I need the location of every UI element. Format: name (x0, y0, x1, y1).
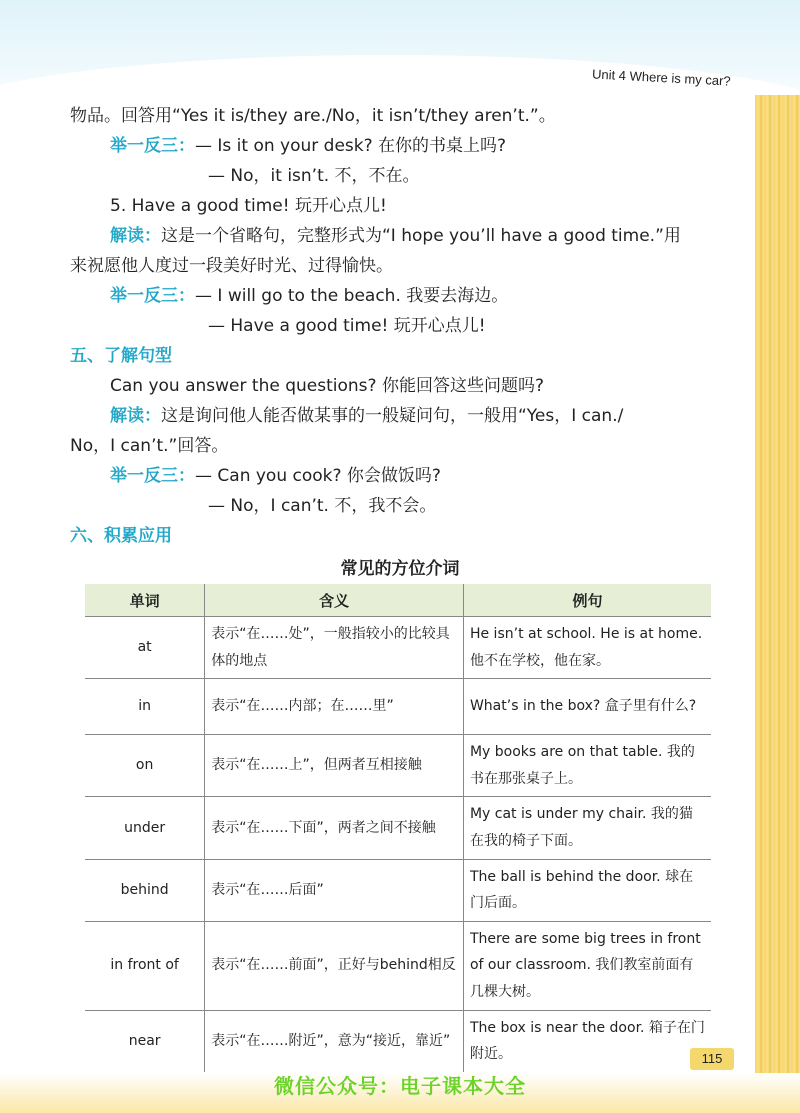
table-header-row (85, 584, 711, 617)
table-row (85, 859, 711, 921)
explanation-label: 解读： (110, 406, 161, 426)
text-line: 来祝愿他人度过一段美好时光、过得愉快。 (70, 256, 393, 276)
table-row (85, 797, 711, 859)
column-header: 单词 (85, 584, 205, 617)
example-cell: The box is near the door. 箱子在门附近。 (463, 1010, 711, 1072)
example-text: — Can you cook? 你会做饭吗? (195, 466, 441, 486)
example-label: 举一反三： (110, 136, 195, 156)
example-cell: My books are on that table. 我的书在那张桌子上。 (463, 735, 711, 797)
text-line (110, 406, 623, 426)
text-line: No，I can’t.”回答。 (70, 436, 229, 456)
example-cell: My cat is under my chair. 我的猫在我的椅子下面。 (463, 797, 711, 859)
text-line (110, 226, 681, 246)
text-line: — Have a good time! 玩开心点儿! (208, 316, 486, 336)
unit-title: Unit 4 Where is my car? (591, 66, 732, 89)
text-line (110, 136, 506, 156)
watermark-text: 微信公众号：电子课本大全 (274, 1074, 526, 1098)
example-label: 举一反三： (110, 466, 195, 486)
example-cell: What’s in the box? 盒子里有什么? (463, 679, 711, 735)
word-cell: on (85, 735, 205, 797)
example-label: 举一反三： (110, 286, 195, 306)
meaning-cell: 表示“在……后面” (205, 859, 464, 921)
meaning-cell: 表示“在……内部；在……里” (205, 679, 464, 735)
text-line (110, 466, 441, 486)
book-page-edges (755, 95, 800, 1113)
table-row (85, 735, 711, 797)
page-number: 115 (690, 1048, 734, 1070)
text-line (110, 286, 508, 306)
meaning-cell: 表示“在……处”，一般指较小的比较具体的地点 (205, 617, 464, 679)
text-line: — No，I can’t. 不，我不会。 (208, 496, 437, 516)
explanation-text: 这是询问他人能否做某事的一般疑问句，一般用“Yes，I can./ (161, 406, 624, 426)
table-row (85, 1010, 711, 1072)
column-header: 含义 (205, 584, 464, 617)
section-heading: 六、积累应用 (70, 526, 172, 546)
word-cell: in front of (85, 921, 205, 1010)
meaning-cell: 表示“在……前面”，正好与behind相反 (205, 921, 464, 1010)
word-cell: behind (85, 859, 205, 921)
explanation-label: 解读： (110, 226, 161, 246)
table-row (85, 679, 711, 735)
example-cell: He isn’t at school. He is at home. 他不在学校，他在家。 (463, 617, 711, 679)
word-cell: near (128, 1032, 161, 1049)
example-cell: There are some big trees in front of our classroom. 我们教室前面有几棵大树。 (463, 921, 711, 1010)
meaning-cell: 表示“在……上”，但两者互相接触 (205, 735, 464, 797)
column-header: 例句 (463, 584, 711, 617)
table-title: 常见的方位介词 (340, 559, 460, 579)
word-cell: at (85, 617, 205, 679)
explanation-text: 这是一个省略句，完整形式为“I hope you’ll have a good time.”用 (161, 226, 681, 246)
example-text: — Is it on your desk? 在你的书桌上吗? (195, 136, 507, 156)
text-line: 5. Have a good time! 玩开心点儿! (110, 196, 387, 216)
text-line: Can you answer the questions? 你能回答这些问题吗? (110, 376, 544, 396)
section-heading: 五、了解句型 (70, 346, 172, 366)
table-row (85, 921, 711, 1010)
example-text: — I will go to the beach. 我要去海边。 (195, 286, 509, 306)
word-cell: in (85, 679, 205, 735)
text-line: — No，it isn’t. 不，不在。 (208, 166, 420, 186)
word-cell: under (85, 797, 205, 859)
meaning-cell: 表示“在……下面”，两者之间不接触 (205, 797, 464, 859)
meaning-cell: 表示“在……附近”，意为“接近，靠近” (205, 1010, 464, 1072)
prepositions-table (85, 584, 711, 1072)
table-row (85, 617, 711, 679)
example-cell: The ball is behind the door. 球在门后面。 (463, 859, 711, 921)
text-line: 物品。回答用“Yes it is/they are./No，it isn’t/they aren’t.”。 (70, 106, 556, 126)
